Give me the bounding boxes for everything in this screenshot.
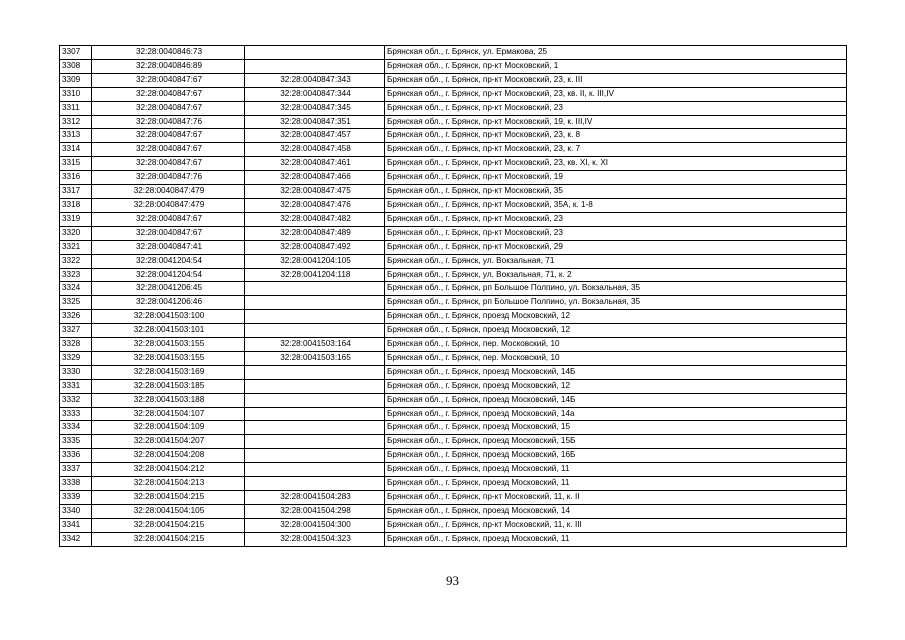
table-row (60, 254, 847, 268)
row-number-cell: 3334 (60, 421, 92, 435)
land-cadastral-number-cell: 32:28:0041503:188 (92, 393, 245, 407)
object-cadastral-number-cell (245, 463, 385, 477)
address-cell: Брянская обл., г. Брянск, проезд Московский, 12 (385, 310, 847, 324)
table-row (60, 491, 847, 505)
row-number-cell: 3337 (60, 463, 92, 477)
table-row (60, 198, 847, 212)
row-number-cell: 3325 (60, 296, 92, 310)
row-number-cell: 3321 (60, 240, 92, 254)
land-cadastral-number-cell: 32:28:0041504:212 (92, 463, 245, 477)
table-row (60, 518, 847, 532)
land-cadastral-number-cell: 32:28:0041504:213 (92, 477, 245, 491)
address-cell: Брянская обл., г. Брянск, пр-кт Московский, 23 (385, 212, 847, 226)
row-number-cell: 3311 (60, 101, 92, 115)
land-cadastral-number-cell: 32:28:0040847:479 (92, 185, 245, 199)
object-cadastral-number-cell (245, 324, 385, 338)
table-row (60, 449, 847, 463)
land-cadastral-number-cell: 32:28:0041504:215 (92, 518, 245, 532)
address-cell: Брянская обл., г. Брянск, проезд Московский, 16Б (385, 449, 847, 463)
row-number-cell: 3329 (60, 351, 92, 365)
address-cell: Брянская обл., г. Брянск, проезд Московский, 15 (385, 421, 847, 435)
address-cell: Брянская обл., г. Брянск, пр-кт Московский, 23, к. 8 (385, 129, 847, 143)
land-cadastral-number-cell: 32:28:0040847:67 (92, 226, 245, 240)
object-cadastral-number-cell: 32:28:0040847:343 (245, 73, 385, 87)
row-number-cell: 3314 (60, 143, 92, 157)
table-row (60, 282, 847, 296)
address-cell: Брянская обл., г. Брянск, проезд Московский, 12 (385, 379, 847, 393)
table-row (60, 477, 847, 491)
object-cadastral-number-cell: 32:28:0040847:489 (245, 226, 385, 240)
address-cell: Брянская обл., г. Брянск, пр-кт Московский, 35А, к. 1-8 (385, 198, 847, 212)
land-cadastral-number-cell: 32:28:0041504:208 (92, 449, 245, 463)
table-row (60, 532, 847, 546)
address-cell: Брянская обл., г. Брянск, ул. Ермакова, 25 (385, 46, 847, 60)
address-cell: Брянская обл., г. Брянск, пер. Московский, 10 (385, 351, 847, 365)
address-cell: Брянская обл., г. Брянск, пр-кт Московский, 23 (385, 226, 847, 240)
table-row (60, 143, 847, 157)
object-cadastral-number-cell: 32:28:0040847:466 (245, 171, 385, 185)
row-number-cell: 3310 (60, 87, 92, 101)
table-row (60, 129, 847, 143)
address-cell: Брянская обл., г. Брянск, пр-кт Московский, 23, к. III (385, 73, 847, 87)
table-row (60, 324, 847, 338)
address-cell: Брянская обл., г. Брянск, проезд Московский, 11 (385, 477, 847, 491)
row-number-cell: 3309 (60, 73, 92, 87)
object-cadastral-number-cell: 32:28:0040847:461 (245, 157, 385, 171)
table-row (60, 73, 847, 87)
object-cadastral-number-cell: 32:28:0040847:344 (245, 87, 385, 101)
land-cadastral-number-cell: 32:28:0041503:155 (92, 351, 245, 365)
object-cadastral-number-cell: 32:28:0041204:118 (245, 268, 385, 282)
object-cadastral-number-cell: 32:28:0041503:165 (245, 351, 385, 365)
object-cadastral-number-cell (245, 435, 385, 449)
table-row (60, 379, 847, 393)
table-row (60, 393, 847, 407)
row-number-cell: 3323 (60, 268, 92, 282)
address-cell: Брянская обл., г. Брянск, рп Большое Полпино, ул. Вокзальная, 35 (385, 282, 847, 296)
table-row (60, 296, 847, 310)
registry-table (59, 45, 847, 547)
land-cadastral-number-cell: 32:28:0041503:185 (92, 379, 245, 393)
address-cell: Брянская обл., г. Брянск, пр-кт Московский, 35 (385, 185, 847, 199)
row-number-cell: 3322 (60, 254, 92, 268)
row-number-cell: 3324 (60, 282, 92, 296)
land-cadastral-number-cell: 32:28:0040847:67 (92, 212, 245, 226)
land-cadastral-number-cell: 32:28:0041503:155 (92, 338, 245, 352)
object-cadastral-number-cell: 32:28:0041504:300 (245, 518, 385, 532)
address-cell: Брянская обл., г. Брянск, пр-кт Московский, 1 (385, 59, 847, 73)
address-cell: Брянская обл., г. Брянск, пр-кт Московский, 23, к. 7 (385, 143, 847, 157)
object-cadastral-number-cell: 32:28:0041503:164 (245, 338, 385, 352)
row-number-cell: 3339 (60, 491, 92, 505)
object-cadastral-number-cell: 32:28:0040847:476 (245, 198, 385, 212)
object-cadastral-number-cell: 32:28:0040847:482 (245, 212, 385, 226)
object-cadastral-number-cell: 32:28:0040847:475 (245, 185, 385, 199)
page-number: 93 (446, 573, 459, 588)
row-number-cell: 3330 (60, 365, 92, 379)
land-cadastral-number-cell: 32:28:0040847:67 (92, 143, 245, 157)
address-cell: Брянская обл., г. Брянск, пр-кт Московский, 11, к. II (385, 491, 847, 505)
table-row (60, 240, 847, 254)
address-cell: Брянская обл., г. Брянск, рп Большое Полпино, ул. Вокзальная, 35 (385, 296, 847, 310)
row-number-cell: 3331 (60, 379, 92, 393)
address-cell: Брянская обл., г. Брянск, пр-кт Московский, 29 (385, 240, 847, 254)
object-cadastral-number-cell: 32:28:0041204:105 (245, 254, 385, 268)
land-cadastral-number-cell: 32:28:0041504:215 (92, 491, 245, 505)
table-row (60, 59, 847, 73)
table-row (60, 435, 847, 449)
address-cell: Брянская обл., г. Брянск, пр-кт Московский, 23, кв. XI, к. XI (385, 157, 847, 171)
row-number-cell: 3341 (60, 518, 92, 532)
row-number-cell: 3320 (60, 226, 92, 240)
land-cadastral-number-cell: 32:28:0041504:107 (92, 407, 245, 421)
table-row (60, 504, 847, 518)
land-cadastral-number-cell: 32:28:0041504:105 (92, 504, 245, 518)
table-row (60, 101, 847, 115)
land-cadastral-number-cell: 32:28:0040847:67 (92, 101, 245, 115)
table-row (60, 338, 847, 352)
table-row (60, 351, 847, 365)
row-number-cell: 3319 (60, 212, 92, 226)
row-number-cell: 3307 (60, 46, 92, 60)
land-cadastral-number-cell: 32:28:0040847:76 (92, 115, 245, 129)
object-cadastral-number-cell (245, 282, 385, 296)
object-cadastral-number-cell (245, 59, 385, 73)
land-cadastral-number-cell: 32:28:0041503:100 (92, 310, 245, 324)
object-cadastral-number-cell: 32:28:0041504:283 (245, 491, 385, 505)
row-number-cell: 3340 (60, 504, 92, 518)
table-row (60, 463, 847, 477)
land-cadastral-number-cell: 32:28:0040847:67 (92, 87, 245, 101)
table-row (60, 365, 847, 379)
address-cell: Брянская обл., г. Брянск, проезд Московский, 14 (385, 504, 847, 518)
land-cadastral-number-cell: 32:28:0041503:169 (92, 365, 245, 379)
object-cadastral-number-cell (245, 296, 385, 310)
land-cadastral-number-cell: 32:28:0040847:76 (92, 171, 245, 185)
object-cadastral-number-cell (245, 421, 385, 435)
object-cadastral-number-cell (245, 407, 385, 421)
object-cadastral-number-cell (245, 379, 385, 393)
object-cadastral-number-cell: 32:28:0040847:345 (245, 101, 385, 115)
table-row (60, 310, 847, 324)
land-cadastral-number-cell: 32:28:0041204:54 (92, 268, 245, 282)
table-row (60, 421, 847, 435)
address-cell: Брянская обл., г. Брянск, проезд Московский, 14Б (385, 365, 847, 379)
row-number-cell: 3335 (60, 435, 92, 449)
object-cadastral-number-cell: 32:28:0040847:492 (245, 240, 385, 254)
row-number-cell: 3318 (60, 198, 92, 212)
table-row (60, 87, 847, 101)
address-cell: Брянская обл., г. Брянск, ул. Вокзальная, 71, к. 2 (385, 268, 847, 282)
address-cell: Брянская обл., г. Брянск, пер. Московский, 10 (385, 338, 847, 352)
row-number-cell: 3336 (60, 449, 92, 463)
address-cell: Брянская обл., г. Брянск, проезд Московский, 15Б (385, 435, 847, 449)
address-cell: Брянская обл., г. Брянск, проезд Московский, 11 (385, 532, 847, 546)
address-cell: Брянская обл., г. Брянск, проезд Московский, 14а (385, 407, 847, 421)
row-number-cell: 3315 (60, 157, 92, 171)
table-row (60, 115, 847, 129)
land-cadastral-number-cell: 32:28:0041206:45 (92, 282, 245, 296)
address-cell: Брянская обл., г. Брянск, пр-кт Московский, 23, кв. II, к. III,IV (385, 87, 847, 101)
table-row (60, 268, 847, 282)
row-number-cell: 3327 (60, 324, 92, 338)
address-cell: Брянская обл., г. Брянск, проезд Московский, 11 (385, 463, 847, 477)
land-cadastral-number-cell: 32:28:0040847:67 (92, 157, 245, 171)
object-cadastral-number-cell: 32:28:0040847:458 (245, 143, 385, 157)
object-cadastral-number-cell: 32:28:0041504:298 (245, 504, 385, 518)
object-cadastral-number-cell (245, 477, 385, 491)
land-cadastral-number-cell: 32:28:0040847:67 (92, 73, 245, 87)
row-number-cell: 3342 (60, 532, 92, 546)
address-cell: Брянская обл., г. Брянск, пр-кт Московский, 23 (385, 101, 847, 115)
row-number-cell: 3317 (60, 185, 92, 199)
row-number-cell: 3332 (60, 393, 92, 407)
address-cell: Брянская обл., г. Брянск, ул. Вокзальная, 71 (385, 254, 847, 268)
land-cadastral-number-cell: 32:28:0041503:101 (92, 324, 245, 338)
table-row (60, 171, 847, 185)
row-number-cell: 3338 (60, 477, 92, 491)
table-row (60, 185, 847, 199)
table-row (60, 212, 847, 226)
land-cadastral-number-cell: 32:28:0041204:54 (92, 254, 245, 268)
object-cadastral-number-cell (245, 393, 385, 407)
row-number-cell: 3312 (60, 115, 92, 129)
registry-table-body (60, 46, 847, 547)
table-row (60, 46, 847, 60)
table-row (60, 157, 847, 171)
row-number-cell: 3328 (60, 338, 92, 352)
table-row (60, 407, 847, 421)
object-cadastral-number-cell: 32:28:0040847:351 (245, 115, 385, 129)
row-number-cell: 3313 (60, 129, 92, 143)
land-cadastral-number-cell: 32:28:0040847:479 (92, 198, 245, 212)
object-cadastral-number-cell (245, 449, 385, 463)
row-number-cell: 3308 (60, 59, 92, 73)
land-cadastral-number-cell: 32:28:0041206:46 (92, 296, 245, 310)
row-number-cell: 3333 (60, 407, 92, 421)
row-number-cell: 3326 (60, 310, 92, 324)
address-cell: Брянская обл., г. Брянск, проезд Московский, 12 (385, 324, 847, 338)
land-cadastral-number-cell: 32:28:0041504:215 (92, 532, 245, 546)
land-cadastral-number-cell: 32:28:0040846:89 (92, 59, 245, 73)
address-cell: Брянская обл., г. Брянск, проезд Московский, 14Б (385, 393, 847, 407)
address-cell: Брянская обл., г. Брянск, пр-кт Московский, 19 (385, 171, 847, 185)
land-cadastral-number-cell: 32:28:0040847:41 (92, 240, 245, 254)
object-cadastral-number-cell (245, 310, 385, 324)
address-cell: Брянская обл., г. Брянск, пр-кт Московский, 19, к. III,IV (385, 115, 847, 129)
land-cadastral-number-cell: 32:28:0040847:67 (92, 129, 245, 143)
row-number-cell: 3316 (60, 171, 92, 185)
land-cadastral-number-cell: 32:28:0040846:73 (92, 46, 245, 60)
object-cadastral-number-cell: 32:28:0040847:457 (245, 129, 385, 143)
object-cadastral-number-cell (245, 46, 385, 60)
table-row (60, 226, 847, 240)
address-cell: Брянская обл., г. Брянск, пр-кт Московский, 11, к. III (385, 518, 847, 532)
object-cadastral-number-cell (245, 365, 385, 379)
object-cadastral-number-cell: 32:28:0041504:323 (245, 532, 385, 546)
land-cadastral-number-cell: 32:28:0041504:207 (92, 435, 245, 449)
land-cadastral-number-cell: 32:28:0041504:109 (92, 421, 245, 435)
